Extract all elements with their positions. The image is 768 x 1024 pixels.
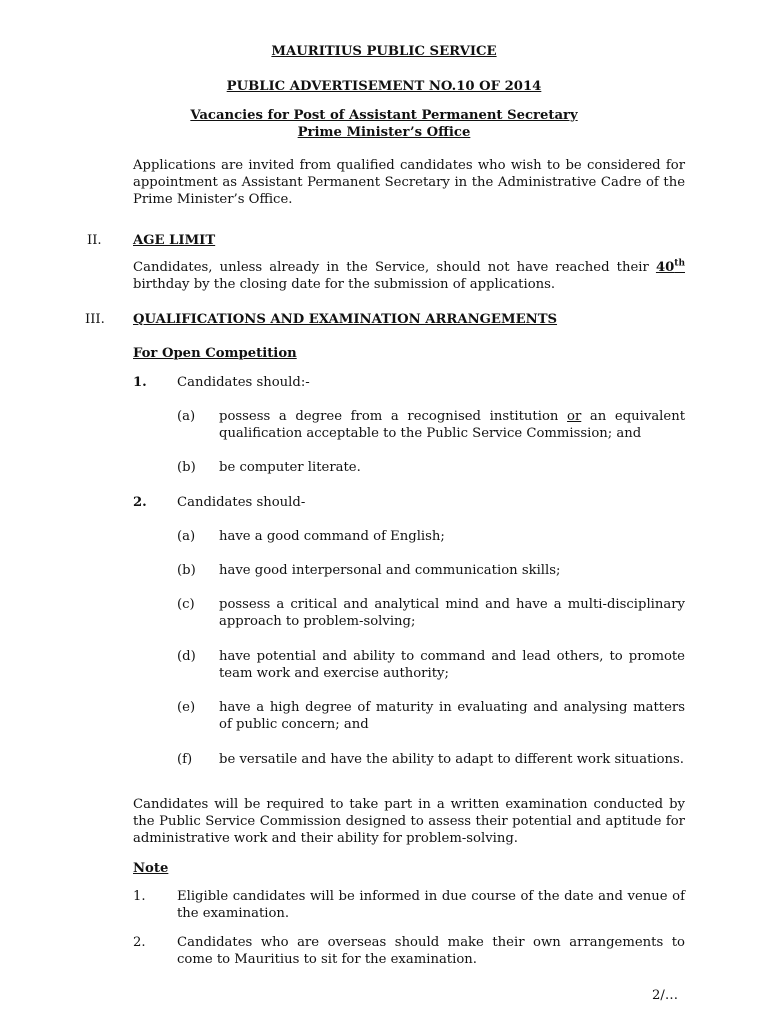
open-competition-subheading: For Open Competition	[133, 346, 297, 361]
age-limit-heading: AGE LIMIT	[133, 233, 216, 248]
criteria-2f-label: (f)	[177, 752, 193, 767]
advertisement-number: PUBLIC ADVERTISEMENT NO.10 OF 2014	[226, 79, 542, 94]
note-1-text: Eligible candidates will be informed in due course of the date and venue of the examination.	[177, 889, 685, 921]
criteria-2b-label: (b)	[177, 563, 196, 578]
criteria-1b-text: be computer literate.	[219, 460, 361, 475]
criteria-1a-text-pre: possess a degree from a recognised institution	[219, 409, 568, 424]
criteria-2a-text: have a good command of English;	[219, 529, 445, 544]
age-limit-value	[656, 260, 685, 275]
examination-paragraph: Candidates will be required to take part in a written examination conducted by the Public Service Commission designed to assess their potential and aptitude for administrative work and their ability for problem-solving.	[133, 797, 685, 846]
criteria-1b-label: (b)	[177, 460, 196, 475]
intro-paragraph: Applications are invited from qualified candidates who wish to be considered for appointment as Assistant Permanent Secretary in the Administrative Cadre of the Prime Minister’s Office.	[133, 158, 685, 207]
age-limit-suffix: th	[674, 258, 685, 269]
note-heading: Note	[133, 861, 169, 876]
age-limit-line2: birthday by the closing date for the submission of applications.	[133, 277, 556, 292]
criteria-1-number: 1.	[133, 375, 147, 390]
criteria-1a-text	[219, 408, 685, 442]
criteria-1a-label: (a)	[177, 409, 196, 424]
criteria-2c-text: possess a critical and analytical mind and have a multi-disciplinary approach to problem-solving;	[219, 597, 685, 629]
criteria-1a-text-post: an equivalent qualification acceptable to the Public Service Commission; and	[219, 409, 685, 441]
criteria-2e-label: (e)	[177, 700, 196, 715]
note-1-number: 1.	[133, 889, 146, 904]
age-limit-text-before: Candidates, unless already in the Service, should not have reached their	[133, 260, 656, 275]
section-numeral-ii: II.	[87, 233, 102, 248]
criteria-2-lead: Candidates should-	[177, 495, 306, 510]
age-limit-number: 40	[655, 260, 675, 275]
criteria-2c-label: (c)	[177, 597, 195, 612]
organization-title: MAURITIUS PUBLIC SERVICE	[271, 44, 497, 59]
age-limit-line1	[133, 259, 685, 276]
page-continuation-marker: 2/…	[652, 988, 679, 1003]
criteria-2b-text: have good interpersonal and communication skills;	[219, 563, 561, 578]
note-2-text: Candidates who are overseas should make their own arrangements to come to Mauritius to sit for the examination.	[177, 935, 685, 967]
note-2-number: 2.	[133, 935, 146, 950]
qualifications-heading: QUALIFICATIONS AND EXAMINATION ARRANGEMENTS	[133, 312, 558, 327]
criteria-2d-label: (d)	[177, 649, 196, 664]
criteria-2a-label: (a)	[177, 529, 196, 544]
vacancy-title-line2: Prime Minister’s Office	[297, 125, 471, 140]
criteria-1-lead: Candidates should:-	[177, 375, 310, 390]
criteria-2f-text: be versatile and have the ability to adapt to different work situations.	[219, 752, 684, 767]
criteria-2e-text: have a high degree of maturity in evaluating and analysing matters of public concern; and	[219, 700, 685, 732]
vacancy-title-line1: Vacancies for Post of Assistant Permanent Secretary	[190, 108, 578, 123]
criteria-1a-or: or	[567, 409, 582, 424]
criteria-2d-text: have potential and ability to command and lead others, to promote team work and exercise authority;	[219, 649, 685, 681]
criteria-2-number: 2.	[133, 495, 147, 510]
section-numeral-iii: III.	[85, 312, 105, 327]
